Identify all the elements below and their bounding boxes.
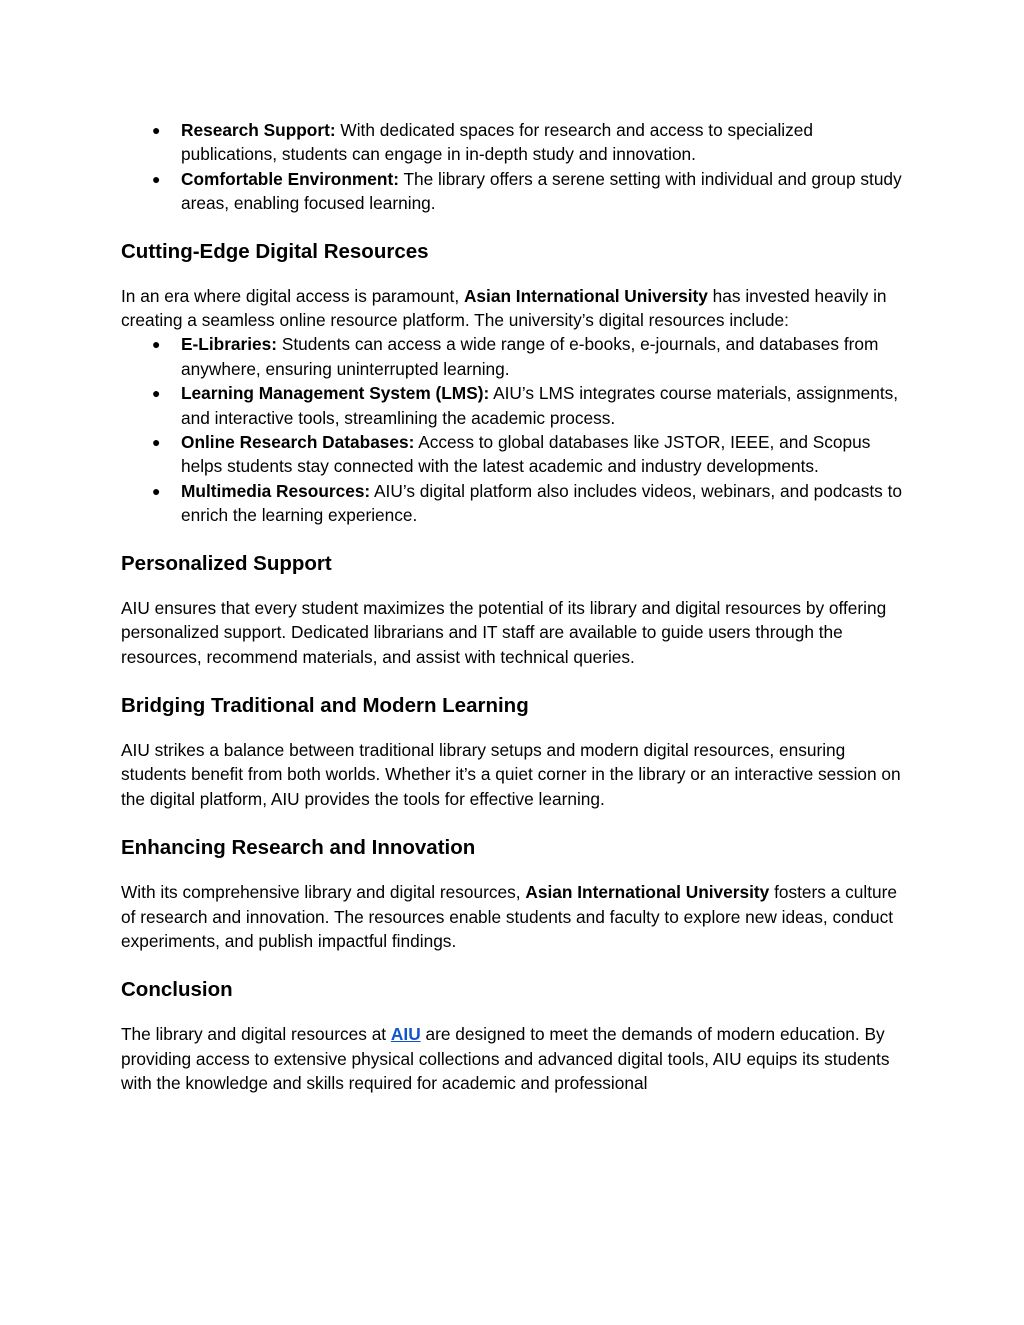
list-item-term: Comfortable Environment: — [181, 168, 399, 189]
list-item — [121, 381, 911, 430]
list-item-text: The library offers a serene setting with individual and group study areas, enabling focused learning. — [181, 168, 902, 214]
aiu-link[interactable]: AIU — [390, 1024, 421, 1045]
list-item-term: Learning Management System (LMS): — [181, 383, 490, 404]
list-item-text: Students can access a wide range of e-books, e-journals, and databases from anywhere, ensuring uninterrupted learning. — [181, 334, 879, 379]
bullet-icon: ● — [152, 385, 161, 402]
list-item-term: Multimedia Resources: — [181, 480, 371, 501]
paragraph-text: has invested heavily in creating a seamless online resource platform. The university’s digital resources include: — [121, 285, 887, 331]
digital-resources-list — [121, 332, 911, 527]
list-item-term: Research Support: — [181, 120, 336, 140]
paragraph-text: fosters a culture of research and innovation. The resources enable students and faculty to explore new ideas, conduct experiments, and publish impactful findings. — [121, 882, 898, 951]
bullet-icon: ● — [152, 482, 161, 499]
list-item-text: AIU’s LMS integrates course materials, assignments, and interactive tools, streamlining the academic process. — [181, 383, 899, 428]
list-item-text: AIU’s digital platform also includes videos, webinars, and podcasts to enrich the learning experience. — [181, 480, 903, 526]
section-paragraph-conclusion — [121, 1022, 911, 1095]
section-heading-conclusion: Conclusion — [121, 978, 233, 1002]
university-name: Asian International University — [463, 285, 708, 306]
section-paragraph-personalized: AIU ensures that every student maximizes the potential of its library and digital resources by offering personalized support. Dedicated librarians and IT staff are available to guide users through the resources, recommend materials, and assist with technical queries. — [121, 597, 887, 667]
list-item — [121, 332, 911, 381]
section-heading-personalized: Personalized Support — [121, 551, 332, 575]
bullet-icon: ● — [152, 336, 161, 353]
section-heading-research: Enhancing Research and Innovation — [121, 836, 476, 860]
paragraph-text: are designed to meet the demands of modern education. By providing access to extensive physical collections and advanced digital tools, AIU equips its students with the knowledge and skills required for academic and professional — [121, 1024, 890, 1094]
list-item — [121, 167, 911, 216]
list-item-text: Access to global databases like JSTOR, IEEE, and Scopus helps students stay connected with the latest academic and industry developments. — [181, 432, 871, 477]
bullet-icon: ● — [152, 434, 161, 451]
section-paragraph-bridging: AIU strikes a balance between traditional library setups and modern digital resources, ensuring students benefit from both worlds. Whether it’s a quiet corner in the library or an interactive session on the digital platform, AIU provides the tools for effective learning. — [121, 739, 901, 809]
list-item-term: Online Research Databases: — [181, 432, 415, 453]
list-item-text: With dedicated spaces for research and access to specialized publications, students can engage in in-depth study and innovation. — [181, 120, 814, 165]
paragraph-text: In an era where digital access is paramount, — [121, 285, 464, 306]
university-name: Asian International University — [525, 882, 770, 903]
section-paragraph-research — [121, 880, 911, 953]
section-heading-bridging: Bridging Traditional and Modern Learning — [121, 693, 529, 717]
section-paragraph-digital — [121, 284, 911, 333]
paragraph-text: With its comprehensive library and digital resources, — [121, 882, 526, 903]
list-item — [121, 430, 911, 479]
paragraph-text: The library and digital resources at — [121, 1024, 391, 1045]
section-heading-digital: Cutting-Edge Digital Resources — [121, 239, 429, 263]
bullet-icon: ● — [152, 170, 161, 187]
list-item — [121, 118, 911, 167]
document-body — [121, 118, 911, 1096]
list-item-term: E-Libraries: — [181, 334, 278, 355]
list-item — [121, 479, 911, 528]
bullet-icon: ● — [152, 122, 161, 138]
library-features-list — [121, 118, 911, 216]
